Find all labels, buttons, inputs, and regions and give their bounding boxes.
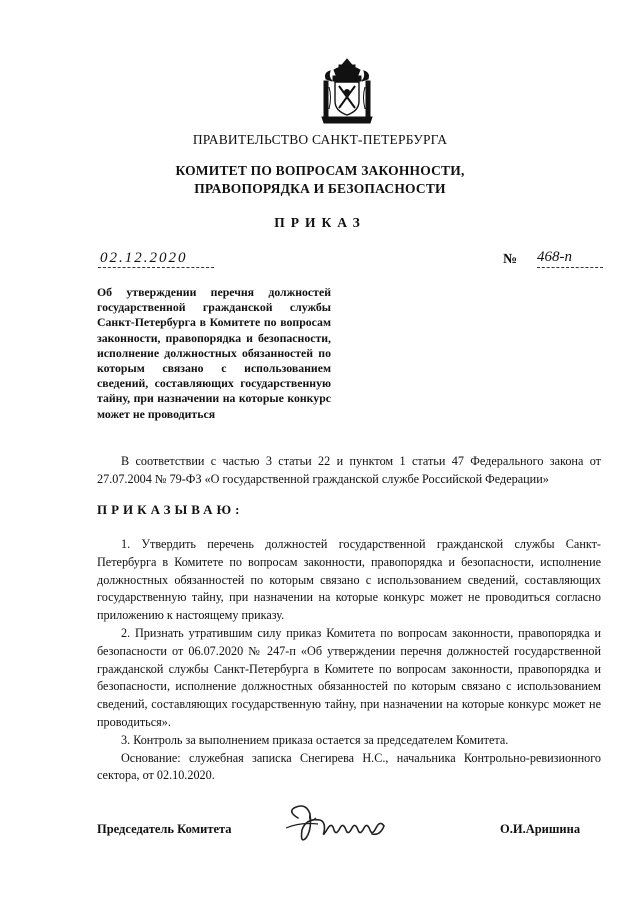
date-underline [98,267,214,268]
preamble-text: В соответствии с частью 3 статьи 22 и пунктом 1 статьи 47 Федерального закона от 27.07.2004 № 79-ФЗ «О государственной гражданской службе Российской Федерации» [97,454,601,486]
government-name: ПРАВИТЕЛЬСТВО САНКТ-ПЕТЕРБУРГА [192,132,448,147]
order-body [97,536,601,785]
committee-name-line-2: ПРАВОПОРЯДКА И БЕЗОПАСНОСТИ [194,181,446,196]
coat-of-arms-icon [320,57,374,127]
order-basis: Основание: служебная записка Снегирева Н.С., начальника Контрольно-ревизионного сектора, от 02.10.2020. [97,750,601,783]
order-subject: Об утверждении перечня должностей государственной гражданской службы Санкт-Петербурга в Комитете по вопросам законности, правопорядка и безопасности, исполнение должностных обязанностей по которым связано с использованием сведений, составляющих государственную тайну, при назначении на которые конкурс может не проводиться [97,285,331,421]
order-item-2: 2. Признать утратившим силу приказ Комитета по вопросам законности, правопорядка и безопасности от 06.07.2020 № 247-п «Об утверждении перечня должностей государственной гражданской службы Санкт-Петербурга в Комитете по вопросам законности, правопорядка и безопасности, исполнение должностных обязанностей по которым связано с использованием сведений, составляющих государственную тайну, при назначении на которые конкурс может не проводиться». [97,625,601,729]
number-sign: № [503,252,518,267]
decree-heading: ПРИКАЗЫВАЮ: [97,502,244,517]
order-number: 468-п [537,249,572,265]
order-item-1: 1. Утвердить перечень должностей государственной гражданской службы Санкт-Петербурга в Комитете по вопросам законности, правопорядка и безопасности, исполнение должностных обязанностей по которым связано с использованием сведений, составляющих государственную тайну, при назначении на которые конкурс может не проводиться согласно приложению к настоящему приказу. [97,537,601,623]
signatory-title: Председатель Комитета [97,822,232,836]
committee-name-line-1: КОМИТЕТ ПО ВОПРОСАМ ЗАКОННОСТИ, [175,163,465,178]
document-type: ПРИКАЗ [274,215,366,230]
handwritten-signature [280,800,410,850]
preamble [97,452,601,488]
order-item-3: 3. Контроль за выполнением приказа остается за председателем Комитета. [121,732,509,747]
number-underline [537,267,603,268]
committee-name [0,162,640,198]
order-date: 02.12.2020 [100,250,188,266]
signatory-name: О.И.Аришина [500,822,581,836]
